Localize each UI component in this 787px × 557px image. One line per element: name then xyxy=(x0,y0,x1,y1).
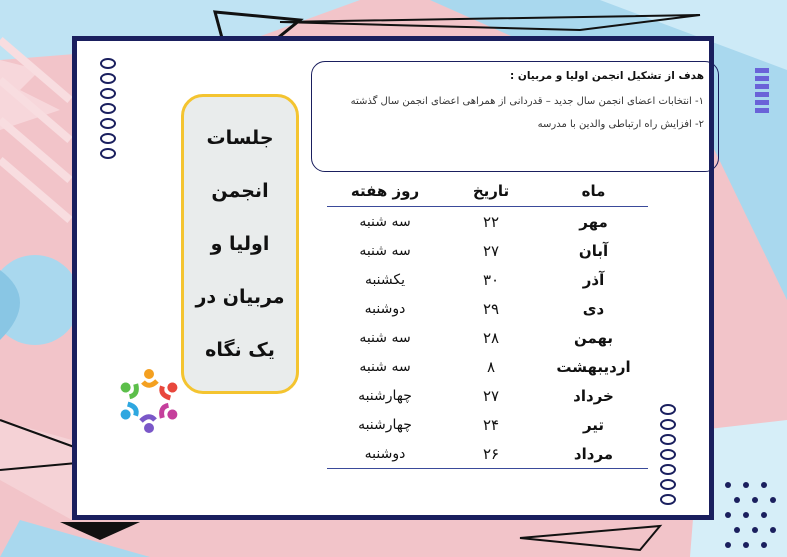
table-row xyxy=(327,410,648,439)
cell-month: خرداد xyxy=(573,386,614,405)
table-header xyxy=(327,176,648,207)
title-line: یک نگاه xyxy=(205,339,275,362)
cell-month: مهر xyxy=(579,212,608,231)
ring-decoration-left xyxy=(100,58,116,159)
cell-date: ۲۷ xyxy=(482,241,500,260)
cell-month: بهمن xyxy=(573,328,614,347)
cell-date: ۳۰ xyxy=(482,270,500,289)
cell-month: اردیبهشت xyxy=(556,357,631,376)
community-logo-icon xyxy=(112,364,186,438)
title-line: انجمن xyxy=(211,179,269,202)
table-row xyxy=(327,236,648,265)
table-row xyxy=(327,381,648,410)
header-date: تاریخ xyxy=(472,182,510,200)
table-row xyxy=(327,294,648,323)
cell-date: ۲۸ xyxy=(482,328,500,347)
goal-item: ۲- افزایش راه ارتباطی والدین با مدرسه xyxy=(537,119,704,130)
title-line: جلسات xyxy=(206,126,274,149)
cell-date: ۲۷ xyxy=(482,386,500,405)
cell-weekday: سه شنبه xyxy=(359,329,411,346)
cell-month: تیر xyxy=(582,415,605,434)
table-row xyxy=(327,323,648,352)
cell-date: ۲۲ xyxy=(482,212,500,231)
ring-decoration-right xyxy=(660,404,676,505)
title-line: مربیان در xyxy=(195,286,285,309)
table-row xyxy=(327,439,648,469)
cell-weekday: یکشنبه xyxy=(364,271,406,288)
table-row xyxy=(327,352,648,381)
cell-date: ۲۶ xyxy=(482,444,500,463)
cell-weekday: دوشنبه xyxy=(364,300,406,317)
cell-month: مرداد xyxy=(573,444,614,463)
cell-date: ۲۹ xyxy=(482,299,500,318)
cell-weekday: چهارشنبه xyxy=(358,387,412,404)
table-row xyxy=(327,207,648,236)
cell-month: دی xyxy=(582,299,605,318)
header-weekday: روز هفته xyxy=(350,182,420,200)
bar-decoration xyxy=(755,68,769,113)
goals-heading: هدف از تشکیل انجمن اولیا و مربیان : xyxy=(510,70,704,82)
cell-weekday: دوشنبه xyxy=(364,445,406,462)
cell-date: ۸ xyxy=(486,357,496,376)
cell-month: آبان xyxy=(578,241,609,260)
title-box xyxy=(181,94,299,394)
cell-month: آذر xyxy=(582,270,605,289)
cell-weekday: چهارشنبه xyxy=(358,416,412,433)
header-month: ماه xyxy=(581,182,606,200)
table-row xyxy=(327,265,648,294)
goals-box xyxy=(311,61,719,172)
cell-weekday: سه شنبه xyxy=(359,358,411,375)
schedule-table xyxy=(327,176,648,469)
cell-date: ۲۴ xyxy=(482,415,500,434)
goal-item: ۱- انتخابات اعضای انجمن سال جدید – قدردانی از همراهی اعضای انجمن سال گذشته xyxy=(350,96,704,107)
cell-weekday: سه شنبه xyxy=(359,213,411,230)
title-line: اولیا و xyxy=(210,232,270,255)
cell-weekday: سه شنبه xyxy=(359,242,411,259)
